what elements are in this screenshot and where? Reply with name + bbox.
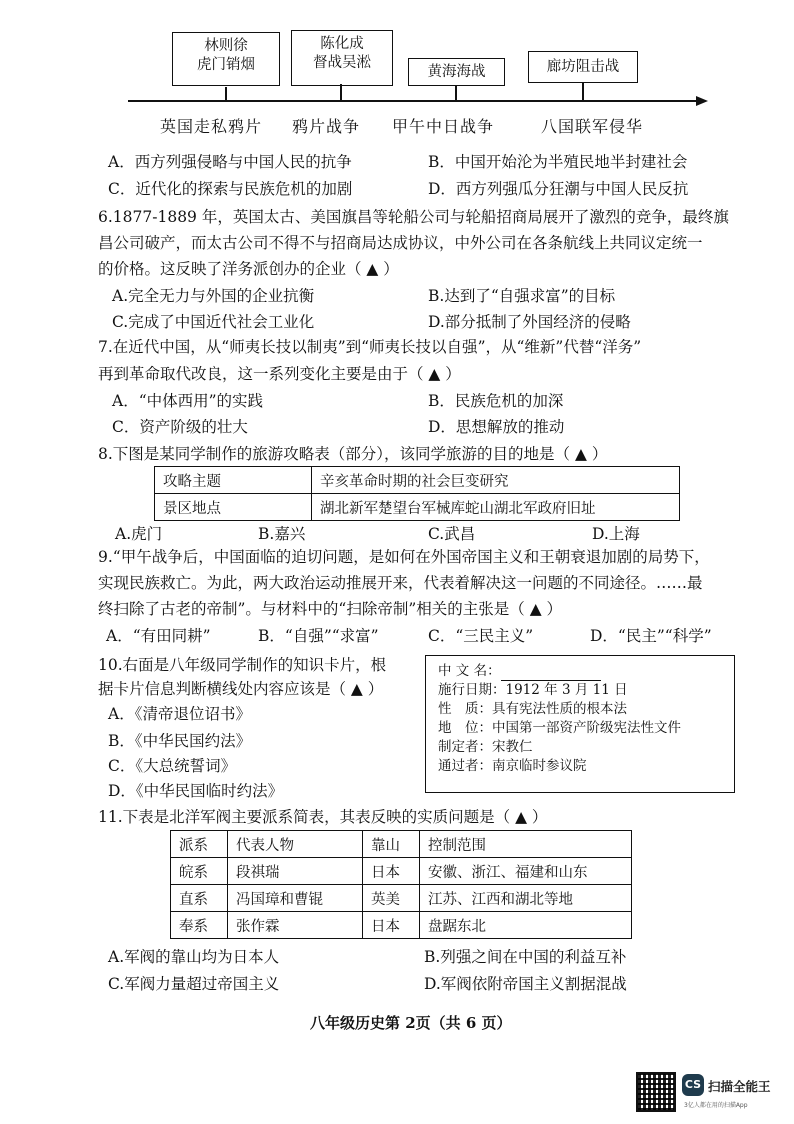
q6-option-b: B.达到了“自强求富”的目标 (428, 287, 616, 305)
q6-stem-line-3: 的价格。这反映了洋务派创办的企业（ ▲ ） (98, 260, 399, 278)
card-row: 施行日期：1912 年 3 月 11 日 (438, 682, 628, 698)
timeline-box-4-label: 廊坊阻击战 (546, 59, 620, 75)
timeline-tick-4 (582, 83, 584, 101)
q8-stem: 8.下图是某同学制作的旅游攻略表（部分），该同学旅游的目的地是（ ▲ ） (98, 445, 608, 463)
q8-option-d: D.上海 (592, 525, 640, 543)
table-cell: 湖北新军楚望台军械库蛇山湖北军政府旧址 (312, 494, 680, 521)
q6-option-c: C.完成了中国近代社会工业化 (112, 313, 315, 331)
table-cell: 安徽、浙江、福建和山东 (420, 858, 632, 885)
q9-option-a: A．“有田同耕” (106, 627, 211, 645)
q7-stem-line-1: 7.在近代中国，从“师夷长技以制夷”到“师夷长技以自强”，从“维新”代替“洋务” (98, 338, 642, 356)
q11-option-d: D.军阀依附帝国主义割据混战 (424, 975, 627, 993)
table-cell: 辛亥革命时期的社会巨变研究 (312, 467, 680, 494)
table-cell: 英美 (363, 885, 420, 912)
timeline-tick-2 (340, 84, 342, 101)
q8-travel-table (154, 466, 680, 521)
watermark-tagline: 3亿人都在用的扫描App (684, 1102, 748, 1109)
page-footer: 八年级历史第 2页（共 6 页） (310, 1014, 512, 1032)
table-row (155, 467, 680, 494)
qr-code-icon (636, 1072, 676, 1112)
q11-option-a: A.军阀的靠山均为日本人 (108, 948, 280, 966)
card-name-blank (501, 667, 601, 681)
q6-stem-line-1: 6.1877-1889 年，英国太古、美国旗昌等轮船公司与轮船招商局展开了激烈的竞争，最终旗 (98, 208, 729, 226)
timeline-tick-3 (455, 86, 457, 101)
card-name-label: 中 文 名： (438, 663, 501, 679)
table-row (171, 831, 632, 858)
q5-option-d: D．西方列强瓜分狂潮与中国人民反抗 (428, 180, 689, 198)
q7-option-c: C．资产阶级的壮大 (112, 418, 248, 436)
q7-option-d: D．思想解放的推动 (428, 418, 565, 436)
table-cell: 奉系 (171, 912, 228, 939)
q5-option-b: B．中国开始沦为半殖民地半封建社会 (428, 153, 688, 171)
q9-option-c: C．“三民主义” (428, 627, 534, 645)
q10-option-b: B．《中华民国约法》 (108, 732, 252, 750)
q8-option-b: B.嘉兴 (258, 525, 306, 543)
q10-option-d: D．《中华民国临时约法》 (108, 782, 284, 800)
table-row (155, 494, 680, 521)
table-cell: 攻略主题 (155, 467, 312, 494)
q6-stem-line-2: 昌公司破产，而太古公司不得不与招商局达成协议，中外公司在各条航线上共同议定统一 (98, 234, 703, 252)
table-cell: 张作霖 (228, 912, 363, 939)
timeline-box-2-line-2: 督战吴淞 (313, 55, 371, 71)
q10-option-c: C．《大总统誓词》 (108, 757, 237, 775)
q10-stem-line-2: 据卡片信息判断横线处内容应该是（ ▲ ） (98, 680, 384, 698)
timeline-box-3-label: 黄海海战 (427, 64, 486, 80)
knowledge-card (425, 655, 735, 793)
q5-option-c: C．近代化的探索与民族危机的加剧 (108, 180, 353, 198)
q10-option-a: A．《清帝退位诏书》 (108, 705, 251, 723)
timeline-axis (128, 100, 698, 102)
timeline-box-2 (291, 30, 393, 86)
card-name-row (426, 662, 734, 681)
table-cell: 江苏、江西和湖北等地 (420, 885, 632, 912)
table-cell: 直系 (171, 885, 228, 912)
q7-option-a: A．“中体西用”的实践 (112, 392, 264, 410)
timeline-event-4: 八国联军侵华 (541, 117, 644, 136)
q8-option-c: C.武昌 (428, 525, 476, 543)
q9-stem-line-3: 终扫除了古老的帝制”。与材料中的“扫除帝制”相关的主张是（ ▲ ） (98, 600, 563, 618)
timeline-event-2: 鸦片战争 (292, 117, 361, 136)
timeline-box-3 (408, 58, 505, 86)
timeline-event-3: 甲午中日战争 (392, 117, 495, 136)
timeline-box-1-line-2: 虎门销烟 (197, 57, 255, 73)
timeline-box-1 (172, 32, 280, 86)
cs-logo-icon: CS (682, 1074, 704, 1096)
table-cell: 段祺瑞 (228, 858, 363, 885)
q9-option-b: B．“自强”“求富” (258, 627, 379, 645)
timeline-arrow-icon (696, 96, 708, 106)
timeline-box-4 (528, 51, 638, 83)
table-row (171, 885, 632, 912)
timeline-tick-1 (225, 87, 227, 101)
timeline-box-1-line-1: 林则徐 (204, 38, 248, 54)
q11-option-b: B.列强之间在中国的利益互补 (424, 948, 627, 966)
q6-option-a: A.完全无力与外国的企业抗衡 (112, 287, 315, 305)
table-cell: 日本 (363, 858, 420, 885)
table-cell: 代表人物 (228, 831, 363, 858)
table-cell: 靠山 (363, 831, 420, 858)
q9-option-d: D．“民主”“科学” (590, 627, 712, 645)
q7-stem-line-2: 再到革命取代改良，这一系列变化主要是由于（ ▲ ） (98, 365, 461, 383)
card-row: 通过者：南京临时参议院 (438, 758, 587, 774)
q7-option-b: B．民族危机的加深 (428, 392, 564, 410)
q10-stem-line-1: 10.右面是八年级同学制作的知识卡片，根 (98, 656, 387, 674)
q9-stem-line-1: 9.“甲午战争后，中国面临的迫切问题，是如何在外国帝国主义和王朝衰退加剧的局势下， (98, 548, 710, 566)
table-cell: 日本 (363, 912, 420, 939)
card-row: 地 位：中国第一部资产阶级宪法性文件 (438, 720, 681, 736)
table-cell: 皖系 (171, 858, 228, 885)
table-row (171, 858, 632, 885)
card-row: 性 质：具有宪法性质的根本法 (438, 701, 627, 717)
table-cell: 景区地点 (155, 494, 312, 521)
table-cell: 派系 (171, 831, 228, 858)
q6-option-d: D.部分抵制了外国经济的侵略 (428, 313, 631, 331)
table-cell: 盘踞东北 (420, 912, 632, 939)
table-row (171, 912, 632, 939)
q11-warlord-table (170, 830, 632, 939)
table-cell: 控制范围 (420, 831, 632, 858)
q8-option-a: A.虎门 (115, 525, 163, 543)
q5-option-a: A．西方列强侵略与中国人民的抗争 (108, 153, 352, 171)
q11-stem: 11.下表是北洋军阀主要派系简表，其表反映的实质问题是（ ▲ ） (98, 808, 548, 826)
timeline-box-2-line-1: 陈化成 (320, 36, 364, 52)
card-row: 制定者：宋教仁 (438, 739, 533, 755)
timeline-event-1: 英国走私鸦片 (160, 117, 263, 136)
q11-option-c: C.军阀力量超过帝国主义 (108, 975, 280, 993)
table-cell: 冯国璋和曹锟 (228, 885, 363, 912)
q9-stem-line-2: 实现民族救亡。为此，两大政治运动推展开来，代表着解决这一问题的不同途径。……最 (98, 574, 703, 592)
watermark-brand: 扫描全能王 (708, 1079, 771, 1094)
